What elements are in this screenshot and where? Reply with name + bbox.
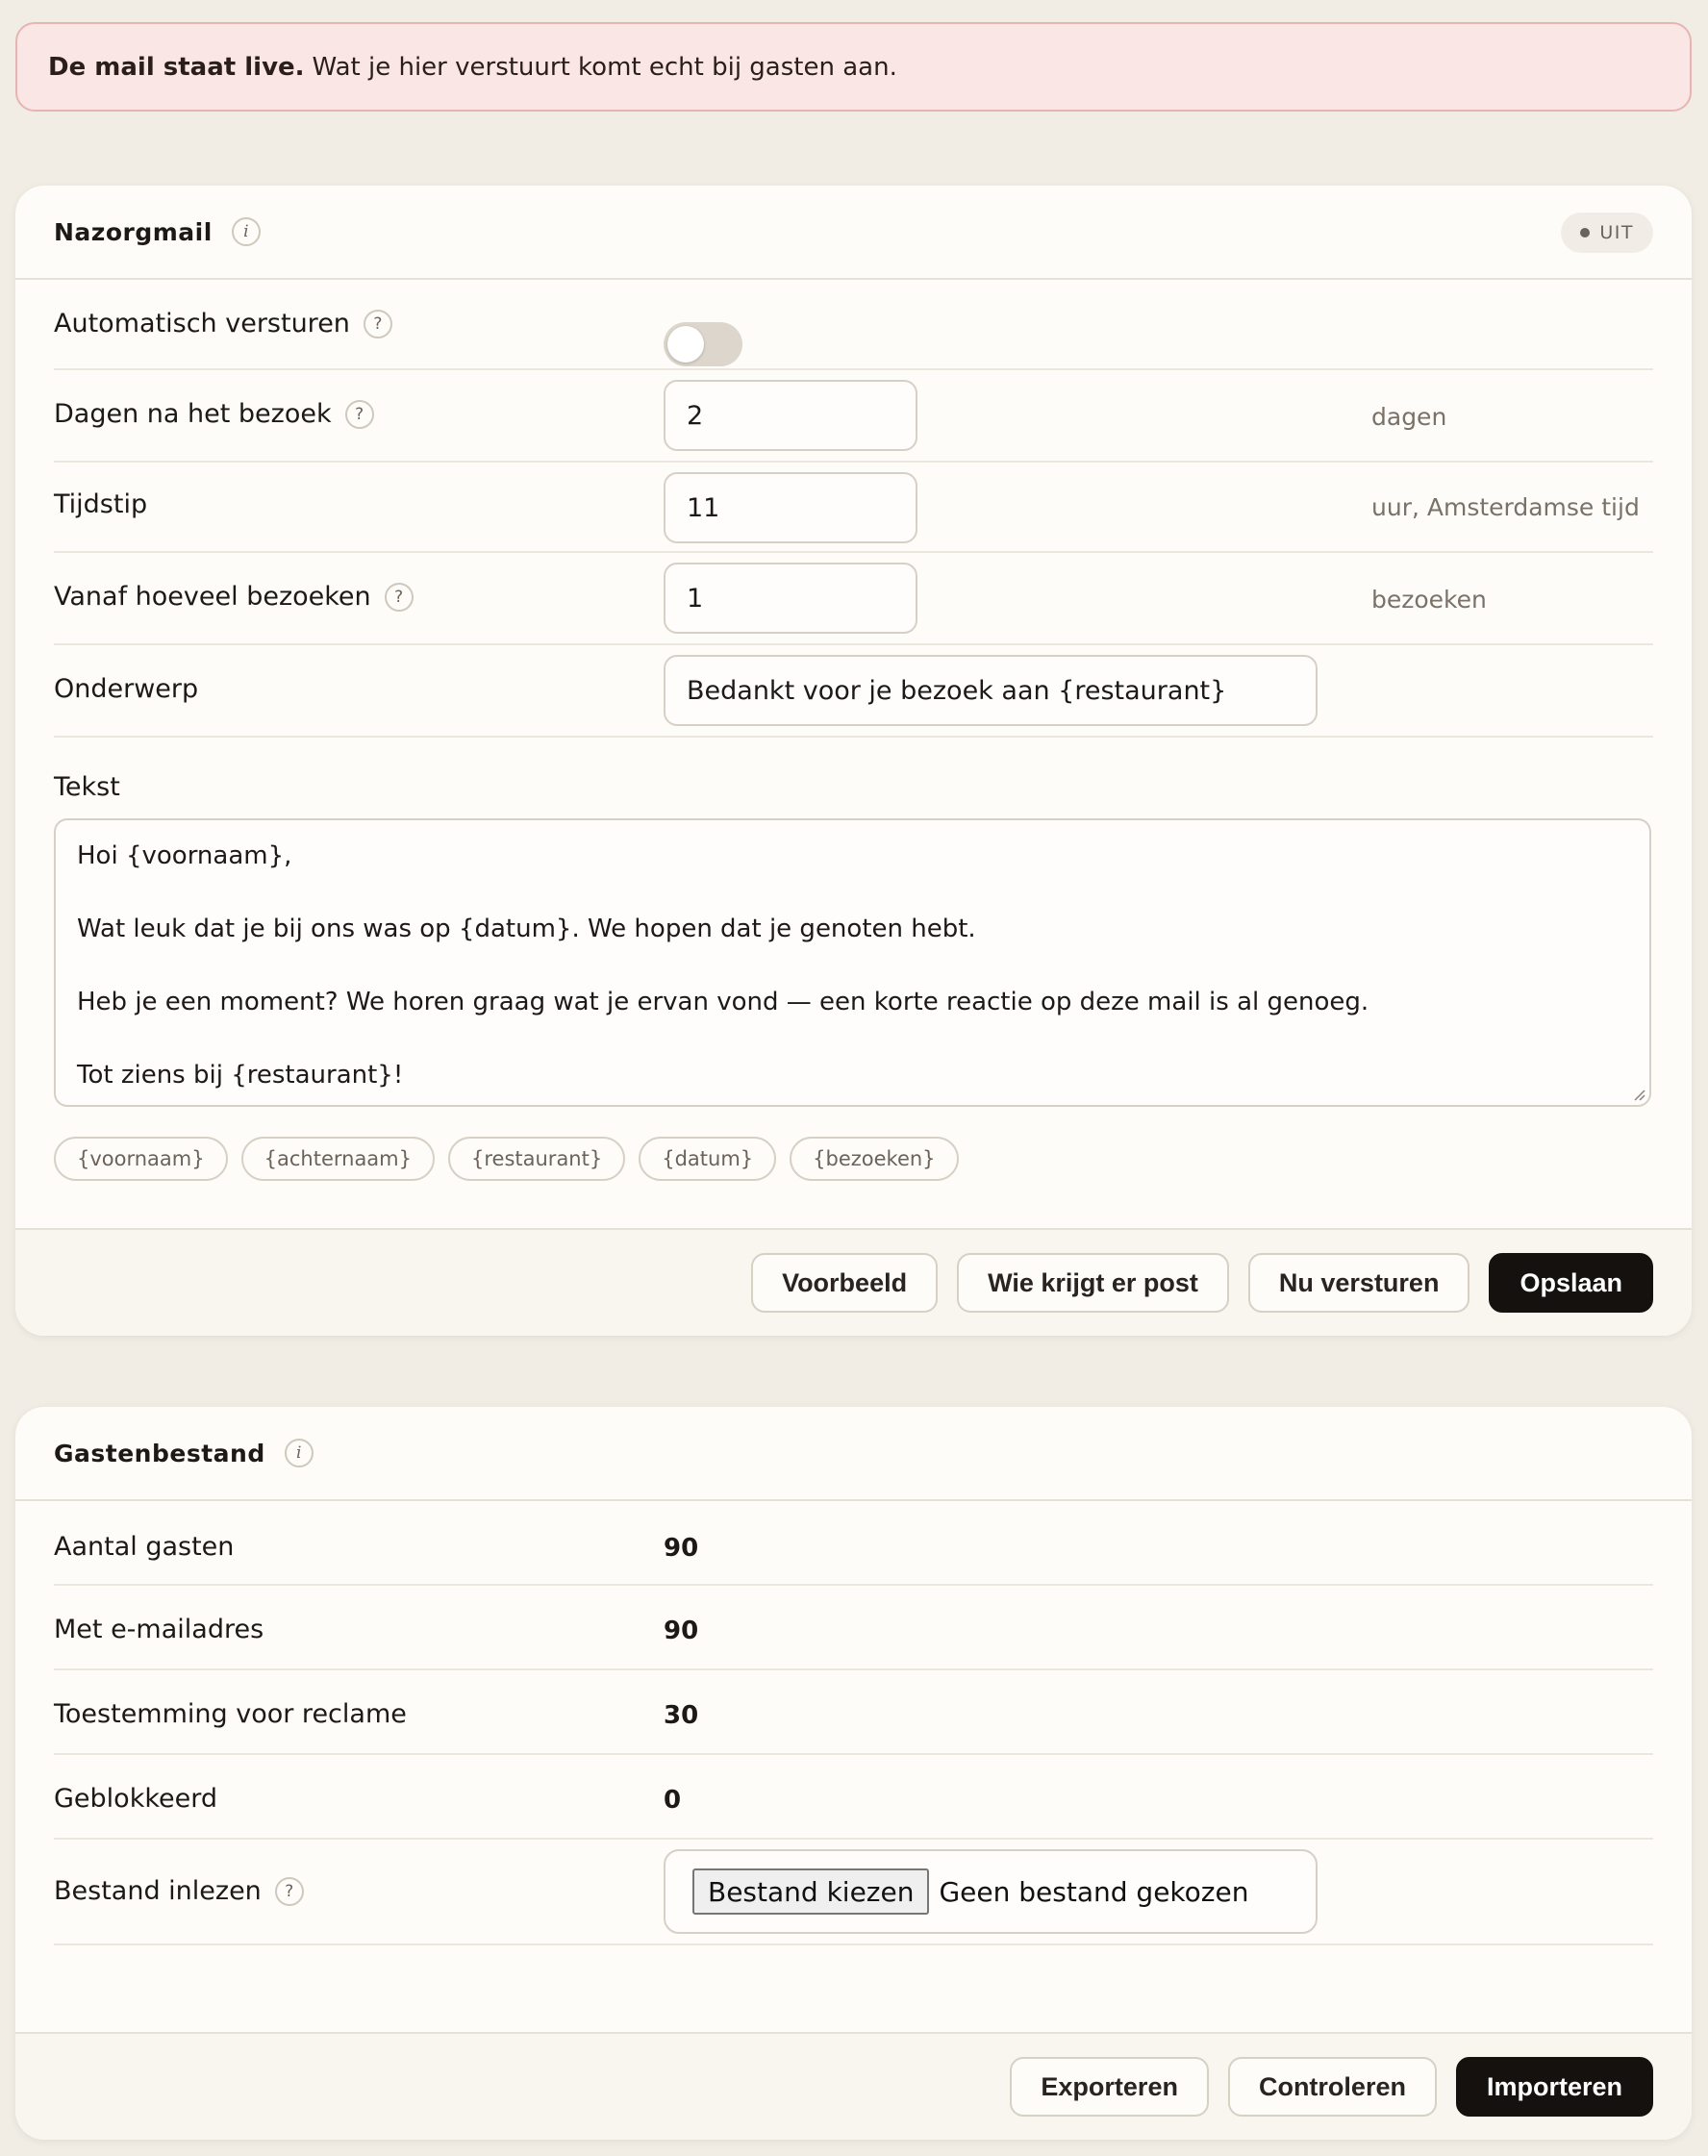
row-vanaf-bezoeken [54,553,1653,645]
send-now-button[interactable]: Nu versturen [1248,1253,1470,1313]
gastenbestand-footer [15,2032,1692,2140]
vanaf-text: Vanaf hoeveel bezoeken [54,582,371,612]
placeholder-chips [54,1137,959,1181]
info-icon[interactable]: i [232,217,261,246]
gastenbestand-title: Gastenbestand [54,1439,265,1467]
chip-restaurant[interactable]: {restaurant} [448,1137,625,1181]
tekst-line: Tot ziens bij {restaurant}! [77,1061,404,1090]
tijdstip-label: Tijdstip [54,489,148,519]
vanaf-input[interactable]: 1 [664,563,917,634]
file-status: Geen bestand gekozen [939,1875,1249,1908]
toggle-knob [667,326,704,363]
dagen-suffix: dagen [1371,403,1447,431]
stat-value: 0 [664,1786,682,1815]
export-button[interactable]: Exporteren [1010,2057,1209,2117]
stat-label: Geblokkeerd [54,1784,217,1814]
stat-row-toestemming [54,1670,1653,1755]
automatisch-versturen-text: Automatisch versturen [54,309,350,338]
dagen-text: Dagen na het bezoek [54,399,332,429]
row-bestand-inlezen [54,1840,1653,1945]
tekst-line: Heb je een moment? We horen graag wat je ervan vond — een korte reactie op deze mail is al genoeg. [77,988,1369,1016]
file-input[interactable] [664,1849,1318,1934]
bestand-label [54,1876,304,1906]
live-warning-banner [15,22,1692,112]
stat-value: 90 [664,1617,699,1645]
import-button[interactable]: Importeren [1456,2057,1653,2117]
help-icon[interactable]: ? [364,310,392,338]
help-icon[interactable]: ? [385,583,414,612]
onderwerp-label: Onderwerp [54,674,199,704]
vanaf-suffix: bezoeken [1371,586,1487,614]
stat-row-geblokkeerd [54,1755,1653,1840]
chip-voornaam[interactable]: {voornaam} [54,1137,228,1181]
tekst-label: Tekst [54,772,120,802]
live-warning-text: Wat je hier verstuurt komt echt bij gasten aan. [312,52,897,82]
dagen-label [54,399,374,429]
gastenbestand-header [15,1407,1692,1501]
nazorgmail-footer [15,1228,1692,1336]
stat-label: Aantal gasten [54,1532,235,1562]
stat-value: 90 [664,1534,699,1563]
nazorgmail-title: Nazorgmail [54,217,213,246]
automatisch-versturen-label [54,309,392,338]
tekst-textarea[interactable] [54,818,1651,1107]
chip-bezoeken[interactable]: {bezoeken} [790,1137,958,1181]
help-icon[interactable]: ? [275,1877,304,1906]
stat-value: 30 [664,1701,699,1730]
save-button[interactable]: Opslaan [1489,1253,1653,1313]
onderwerp-input[interactable]: Bedankt voor je bezoek aan {restaurant} [664,655,1318,726]
live-warning-strong: De mail staat live. [48,52,305,82]
nazorgmail-header [15,186,1692,280]
status-badge [1561,213,1653,253]
chip-datum[interactable]: {datum} [639,1137,776,1181]
stat-label: Toestemming voor reclame [54,1699,407,1729]
gastenbestand-card [15,1407,1692,2140]
row-tijdstip [54,463,1653,553]
nazorgmail-card [15,186,1692,1336]
row-dagen-na-bezoek [54,370,1653,463]
resize-handle-icon[interactable] [1632,1088,1645,1101]
stat-row-met-emailadres [54,1586,1653,1670]
preview-button[interactable]: Voorbeeld [751,1253,938,1313]
bestand-text: Bestand inlezen [54,1876,262,1906]
auto-send-toggle[interactable] [664,322,742,366]
status-dot-icon [1580,228,1590,238]
dagen-input[interactable]: 2 [664,380,917,451]
recipients-button[interactable]: Wie krijgt er post [957,1253,1229,1313]
info-icon[interactable]: i [285,1439,314,1467]
row-automatisch-versturen [54,280,1653,370]
vanaf-label [54,582,414,612]
check-button[interactable]: Controleren [1228,2057,1437,2117]
status-badge-label: UIT [1599,222,1634,243]
row-onderwerp [54,645,1653,738]
tijdstip-input[interactable]: 11 [664,472,917,543]
tijdstip-suffix: uur, Amsterdamse tijd [1371,493,1640,521]
help-icon[interactable]: ? [345,400,374,429]
stat-row-aantal-gasten [54,1501,1653,1586]
choose-file-button[interactable]: Bestand kiezen [692,1868,929,1915]
tekst-line: Wat leuk dat je bij ons was op {datum}. We hopen dat je genoten hebt. [77,915,976,943]
tekst-line: Hoi {voornaam}, [77,841,292,870]
stat-label: Met e-mailadres [54,1615,264,1644]
chip-achternaam[interactable]: {achternaam} [241,1137,435,1181]
